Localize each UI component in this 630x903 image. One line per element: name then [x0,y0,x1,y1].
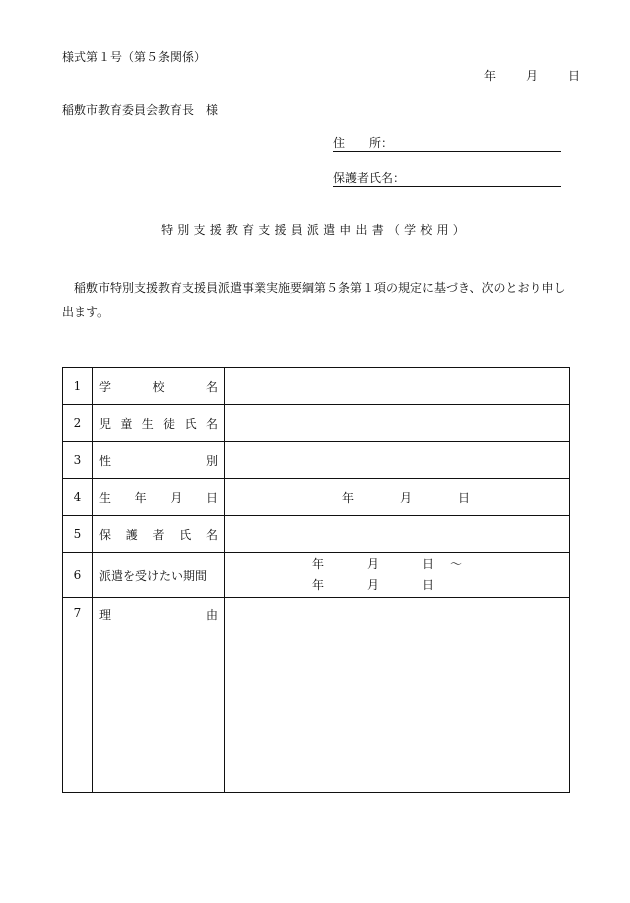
label-char: 児 [99,416,112,431]
row-number: 6 [63,553,93,598]
label-char: 校 [152,379,165,394]
reason-input[interactable] [225,598,570,793]
date-year: 年 [484,69,497,83]
gender-input[interactable] [225,442,570,479]
label-char: 生 [141,416,154,431]
label-char: 別 [205,453,218,468]
period-end-day: 日 [422,578,435,592]
row-number: 2 [63,405,93,442]
period-start-day: 日 [422,557,435,571]
table-row [63,516,570,553]
period-tilde: ～ [450,557,463,571]
document-title: 特別支援教育支援員派遣申出書（学校用） [161,223,469,237]
dispatch-period-input[interactable] [225,553,570,598]
row-number: 1 [63,368,93,405]
label-char: 由 [205,608,218,622]
label-char: 生 [99,490,112,505]
birthdate-input[interactable] [225,479,570,516]
application-table [62,367,570,793]
date-month: 月 [526,69,539,83]
label-char: 保 [99,527,112,542]
row-label [93,405,225,442]
table-row [63,368,570,405]
guardian-name-label: 保護者氏名： [333,171,406,185]
row-number: 3 [63,442,93,479]
table-row [63,442,570,479]
label-char: 性 [99,453,112,468]
form-number: 様式第１号（第５条関係） [62,50,207,64]
period-start-month: 月 [367,557,380,571]
address-label: 住 所： [333,136,394,150]
table-row [63,479,570,516]
label-char: 日 [205,490,218,505]
label-char: 年 [134,490,147,505]
label-char: 月 [170,490,183,505]
row-label [93,368,225,405]
row-label [93,516,225,553]
document-body: 稲敷市特別支援教育支援員派遣事業実施要綱第５条第１項の規定に基づき、次のとおり申し出ます。 [62,281,566,319]
period-start-year: 年 [312,557,325,571]
date-day: 日 [568,69,581,83]
label-char: 名 [205,416,218,431]
period-end-year: 年 [312,578,325,592]
period-end-month: 月 [367,578,380,592]
label-char: 徒 [163,416,176,431]
label-char: 学 [99,379,112,394]
table-row [63,598,570,793]
label-char: 名 [205,379,218,394]
school-name-input[interactable] [225,368,570,405]
row-label: 派遣を受けたい期間 [93,553,225,598]
row-number: 4 [63,479,93,516]
label-char: 氏 [184,416,197,431]
label-char: 理 [99,608,112,622]
row-label [93,442,225,479]
row-number: 5 [63,516,93,553]
row-label [93,479,225,516]
row-label [93,598,225,793]
student-name-input[interactable] [225,405,570,442]
birth-day: 日 [458,490,471,505]
label-char: 童 [120,416,133,431]
submission-date [484,67,580,84]
table-row [63,553,570,598]
label-char: 護 [125,527,138,542]
guardian-name-field[interactable] [333,169,561,187]
label-char: 者 [152,527,165,542]
label-char: 氏 [179,527,192,542]
guardian-name-input[interactable] [225,516,570,553]
birth-year: 年 [342,490,355,505]
table-row [63,405,570,442]
addressee: 稲敷市教育委員会教育長 様 [62,103,219,117]
label-char: 名 [205,527,218,542]
birth-month: 月 [400,490,413,505]
address-field[interactable] [333,134,561,152]
row-number: 7 [63,598,93,793]
